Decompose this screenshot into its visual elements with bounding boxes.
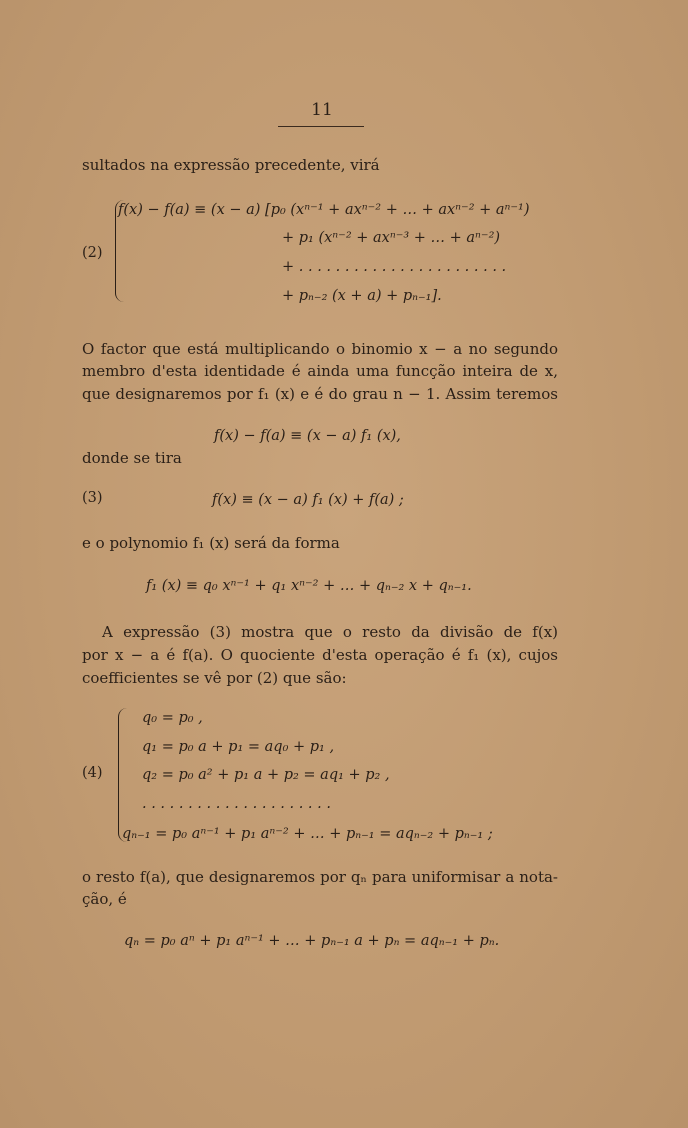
eq-final: qₙ = p₀ aⁿ + p₁ aⁿ⁻¹ + … + pₙ₋₁ a + pₙ = aqₙ₋₁ + pₙ. (124, 933, 500, 949)
eq4-label: (4) (82, 765, 103, 781)
eq2-line1: f(x) − f(a) ≡ (x − a) [p₀ (xⁿ⁻¹ + axⁿ⁻² + … + axⁿ⁻² + aⁿ⁻¹) (118, 202, 530, 218)
eq4-line1: q₀ = p₀ , (142, 710, 203, 726)
header-rule (278, 126, 364, 127)
para1-line2: membro d'esta identidade é ainda uma funcção inteira de x, (82, 362, 558, 380)
eq-identity: f(x) − f(a) ≡ (x − a) f₁ (x), (214, 428, 401, 444)
para1-line1: O factor que está multiplicando o binomio x − a no segundo (82, 340, 558, 358)
eq2-line4: + pₙ₋₂ (x + a) + pₙ₋₁]. (282, 288, 442, 304)
intro-line: sultados na expressão precedente, virá (82, 156, 380, 174)
eq3-text: f(x) ≡ (x − a) f₁ (x) + f(a) ; (212, 492, 404, 508)
eq-polynomial: f₁ (x) ≡ q₀ xⁿ⁻¹ + q₁ xⁿ⁻² + … + qₙ₋₂ x + qₙ₋₁. (146, 578, 472, 594)
eq4-line4: . . . . . . . . . . . . . . . . . . . . . (142, 796, 331, 812)
eq4-line5: qₙ₋₁ = p₀ aⁿ⁻¹ + p₁ aⁿ⁻² + … + pₙ₋₁ = aqₙ₋₂ + pₙ₋₁ ; (122, 826, 493, 842)
eq3-label: (3) (82, 490, 103, 506)
page-number: 11 (311, 100, 333, 120)
para3-line1: o resto f(a), que designaremos por qₙ para uniformisar a nota- (82, 868, 558, 886)
poly-line: e o polynomio f₁ (x) será da forma (82, 534, 340, 552)
eq2-label: (2) (82, 245, 103, 261)
para1-line3: que designaremos por f₁ (x) e é do grau n − 1. Assim teremos (82, 385, 558, 403)
para2-line2: por x − a é f(a). O quociente d'esta operação é f₁ (x), cujos (82, 646, 558, 664)
eq4-brace (118, 708, 127, 842)
eq2-line3: + . . . . . . . . . . . . . . . . . . . . . . . (282, 259, 507, 275)
eq4-line2: q₁ = p₀ a + p₁ = aq₀ + p₁ , (142, 739, 335, 755)
eq4-line3: q₂ = p₀ a² + p₁ a + p₂ = aq₁ + p₂ , (142, 767, 390, 783)
donde-line: donde se tira (82, 449, 182, 467)
eq2-line2: + p₁ (xⁿ⁻² + axⁿ⁻³ + … + aⁿ⁻²) (282, 230, 501, 246)
para2-line3: coefficientes se vê por (2) que são: (82, 669, 347, 687)
para2-line1: A expressão (3) mostra que o resto da divisão de f(x) (102, 623, 558, 641)
para3-line2: ção, é (82, 890, 127, 908)
